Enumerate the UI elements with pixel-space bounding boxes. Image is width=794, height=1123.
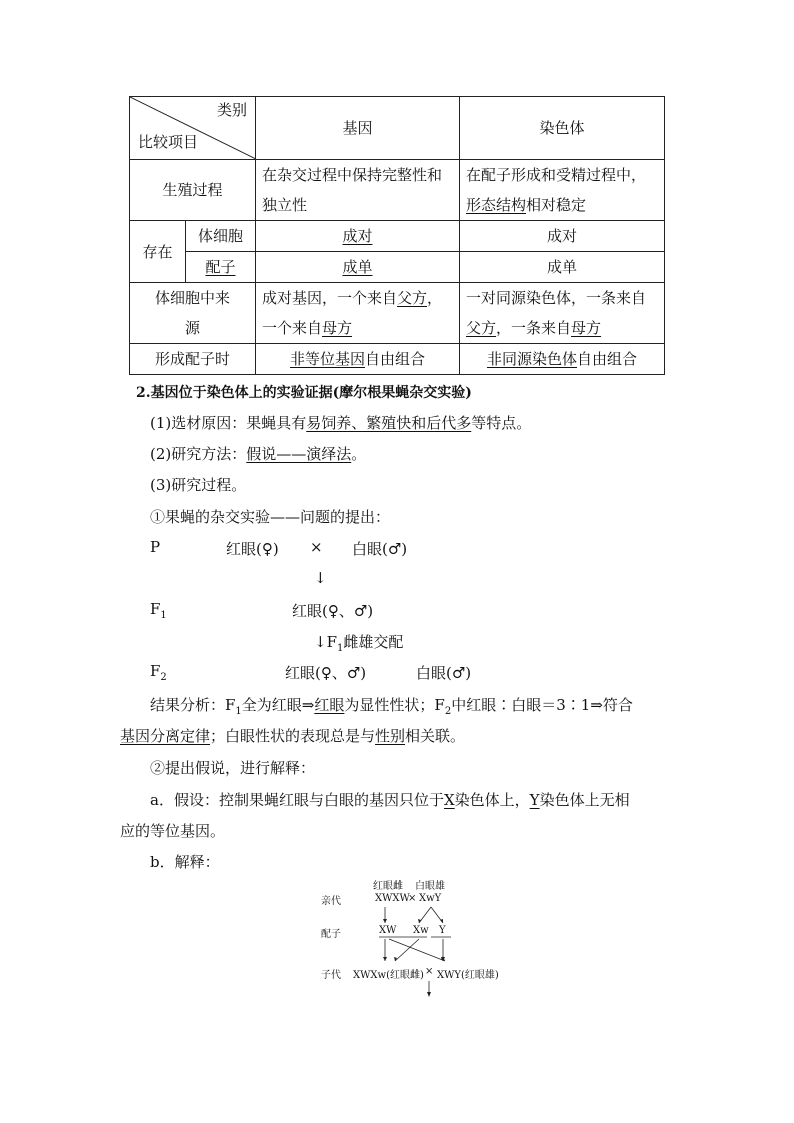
cell-gene-somatic: 成对 — [342, 227, 373, 245]
cell-gene-gamete-formation: 非等位基因自由组合 — [256, 344, 460, 375]
paragraph-cross-experiment: ①果蝇的杂交实验——问题的提出： — [150, 508, 391, 526]
cell-gene-origin: 成对基因，一个来自父方，一个来自母方 — [256, 283, 460, 344]
paragraph-result-analysis-line1: 结果分析：$F_1$全为红眼⇒红眼为显性性状；$F_2$中红眼∶白眼＝3∶1⇒符合 — [150, 696, 633, 717]
f2-red-eye: 红眼(♀、♂) — [285, 664, 367, 682]
paragraph-explanation-heading: b．解释： — [150, 853, 220, 871]
row-sub-gamete: 配子 — [205, 258, 236, 276]
p-red-eye-female: 红眼(♀) — [226, 540, 279, 558]
column-header-chromosome: 染色体 — [460, 97, 665, 160]
genotype-parent-male: XwY — [419, 893, 442, 904]
row-sub-somatic: 体细胞 — [186, 221, 256, 252]
cell-chrom-somatic: 成对 — [460, 221, 665, 252]
cell-chrom-gamete-formation: 非同源染色体自由组合 — [460, 344, 665, 375]
gene-chromosome-comparison-table — [129, 96, 665, 375]
row-label-reproduction: 生殖过程 — [130, 160, 256, 221]
genotype-parent-female: XWXW — [375, 893, 410, 904]
generation-p-label: P — [150, 538, 161, 556]
row-label-origin: 体细胞中来源 — [130, 283, 256, 344]
label-white-eye-male: 白眼雄 — [415, 881, 445, 892]
label-red-eye-female: 红眼雌 — [373, 881, 403, 892]
row-label-gamete-formation: 形成配子时 — [130, 344, 256, 375]
header-category: 类别 — [216, 101, 247, 119]
paragraph-result-analysis-line2: 基因分离定律；白眼性状的表现总是与性别相关联。 — [120, 727, 466, 745]
paragraph-method: (2)研究方法：假说——演绎法。 — [150, 445, 367, 463]
genetic-cross-diagram — [315, 875, 515, 1000]
generation-f2-label: $F_2$ — [150, 662, 167, 683]
p-cross-sign: × — [310, 538, 323, 556]
cell-gene-gamete: 成单 — [342, 258, 373, 276]
paragraph-process: (3)研究过程。 — [150, 476, 247, 494]
gamete-xw-dominant: XW — [379, 925, 397, 936]
offspring-red-female: XWXw(红眼雌) — [353, 970, 424, 981]
gamete-y: Y — [439, 925, 446, 936]
cell-chrom-origin: 一对同源染色体，一条来自父方，一条来自母方 — [460, 283, 665, 344]
label-gametes: 配子 — [321, 929, 341, 940]
down-arrow-icon: ↓ — [314, 633, 327, 651]
paragraph-hypothesis-heading: ②提出假说，进行解释： — [150, 759, 316, 777]
generation-f1-label: $F_1$ — [150, 600, 167, 621]
cell-gene-reproduction: 在杂交过程中保持完整性和独立性 — [256, 160, 460, 221]
gamete-xw-recessive: Xw — [413, 925, 429, 936]
p-white-eye-male: 白眼(♂) — [352, 540, 408, 558]
label-parents: 亲代 — [321, 896, 341, 907]
paragraph-hypothesis-line1: a．假设：控制果蝇红眼与白眼的基因只位于X染色体上，Y染色体上无相 — [150, 791, 630, 809]
f1-red-eye: 红眼(♀、♂) — [292, 602, 374, 620]
cell-chrom-reproduction: 在配子形成和受精过程中，形态结构相对稳定 — [460, 160, 665, 221]
f1-intercross: $↓F_1$雌雄交配 — [314, 633, 404, 654]
section-heading-evidence: 2.基因位于染色体上的实验证据(摩尔根果蝇杂交实验) — [136, 385, 472, 401]
diagonal-header-cell — [130, 97, 256, 160]
paragraph-hypothesis-line2: 应的等位基因。 — [120, 822, 226, 840]
offspring-red-male: XWY(红眼雄) — [437, 970, 499, 981]
header-compare-item: 比较项目 — [138, 133, 199, 151]
paragraph-material-reason: (1)选材原因：果蝇具有易饲养、繁殖快和后代多等特点。 — [150, 414, 532, 432]
offspring-cross-sign: × — [425, 966, 434, 977]
label-offspring: 子代 — [321, 970, 341, 981]
f2-white-eye: 白眼(♂) — [416, 664, 472, 682]
row-label-existence: 存在 — [130, 221, 186, 283]
column-header-gene: 基因 — [256, 97, 460, 160]
parent-cross-sign: × — [408, 893, 417, 904]
cell-chrom-gamete: 成单 — [460, 252, 665, 283]
down-arrow-icon: ↓ — [314, 569, 327, 587]
